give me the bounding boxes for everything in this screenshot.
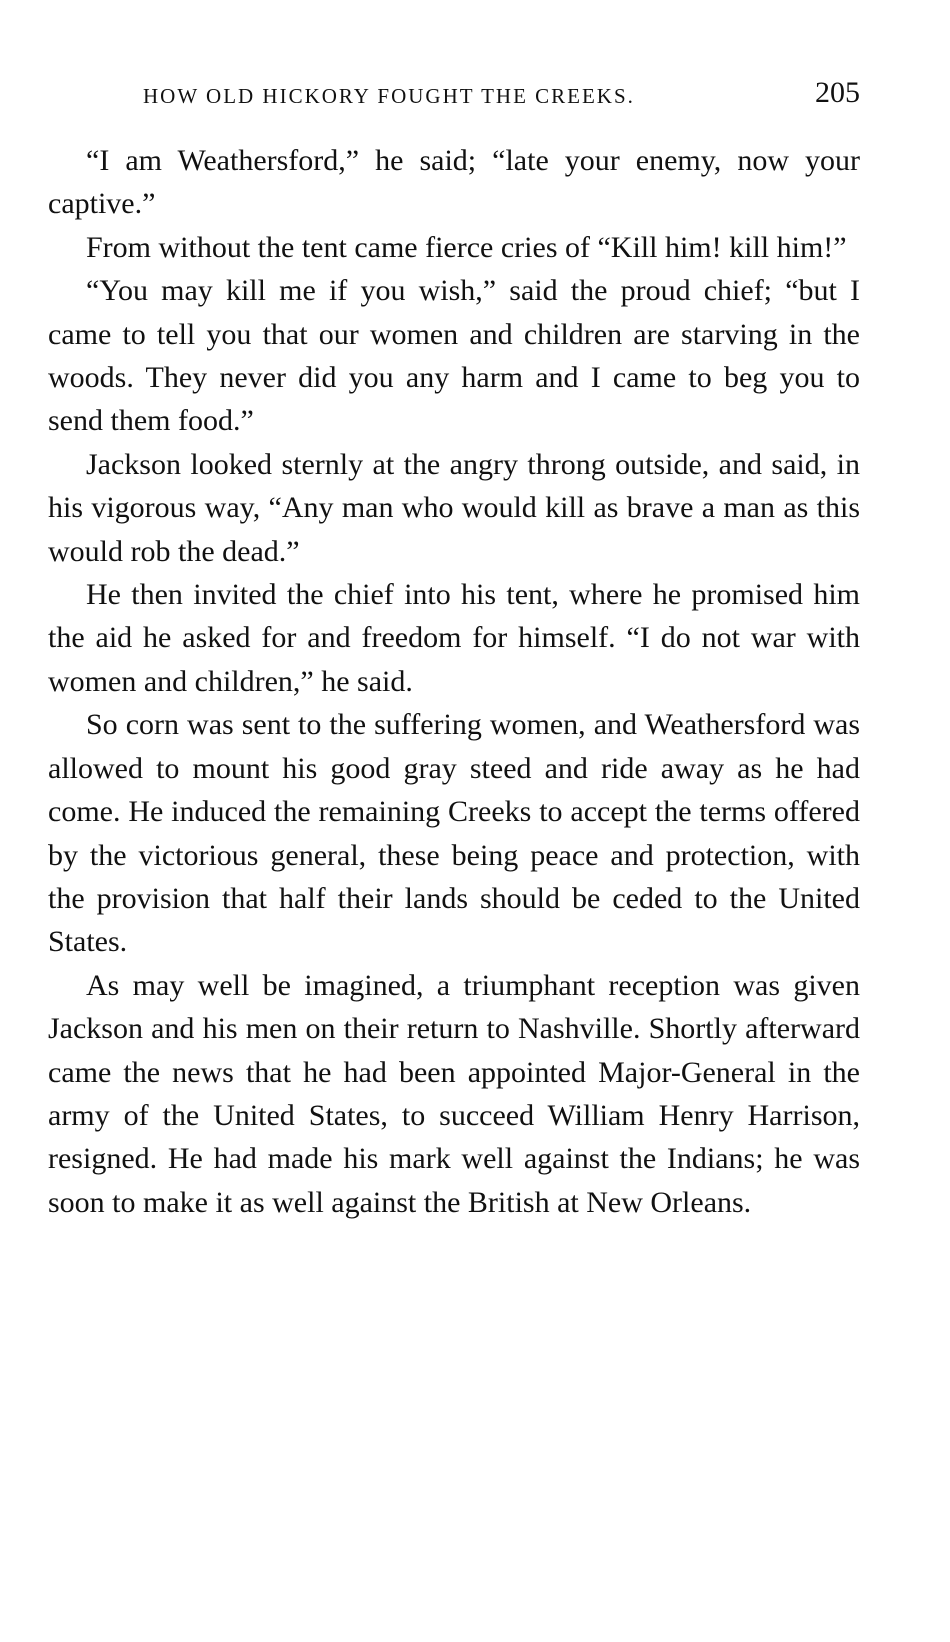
paragraph-peace-terms: So corn was sent to the suffering women, and Weathersford was allowed to mount his good gray steed and ride away as he had come. He induced the remaining Creeks to accept the terms offered by the victorious general, these being peace and protection, with the provision that half their lands should be ceded to the United States. [48,708,860,959]
paragraph-kill-him-cries: From without the tent came fierce cries of “Kill him! kill him!” [86,230,847,264]
paragraph-invitation-freedom: He then invited the chief into his tent, where he promised him the aid he asked for and freedom for himself. “I do not war with women and children,” he said. [48,578,860,698]
paragraph-jackson-response: Jackson looked sternly at the angry throng outside, and said, in his vigorous way, “Any man who would kill as brave a man as this would rob the dead.” [48,447,860,568]
page-number: 205 [815,76,860,109]
body-text [48,139,860,1224]
paragraph-reception-nashville: As may well be imagined, a triumphant reception was given Jackson and his men on their return to Nashville. Shortly afterward came the news that he had been appointed Major-General in the army of the United States, to succeed William Henry Harrison, resigned. He had made his mark well against the Indians; he was soon to make it as well against the British at New Orleans. [48,968,860,1219]
paragraph-chief-plea: “You may kill me if you wish,” said the proud chief; “but I came to tell you that our women and children are starving in the woods. They never did you any harm and I came to beg you to send them food.” [48,274,860,438]
running-title: HOW OLD HICKORY FOUGHT THE CREEKS. [143,84,635,108]
paragraph-weathersford-surrender: “I am Weathersford,” he said; “late your enemy, now your captive.” [48,144,860,221]
running-head [48,76,860,116]
